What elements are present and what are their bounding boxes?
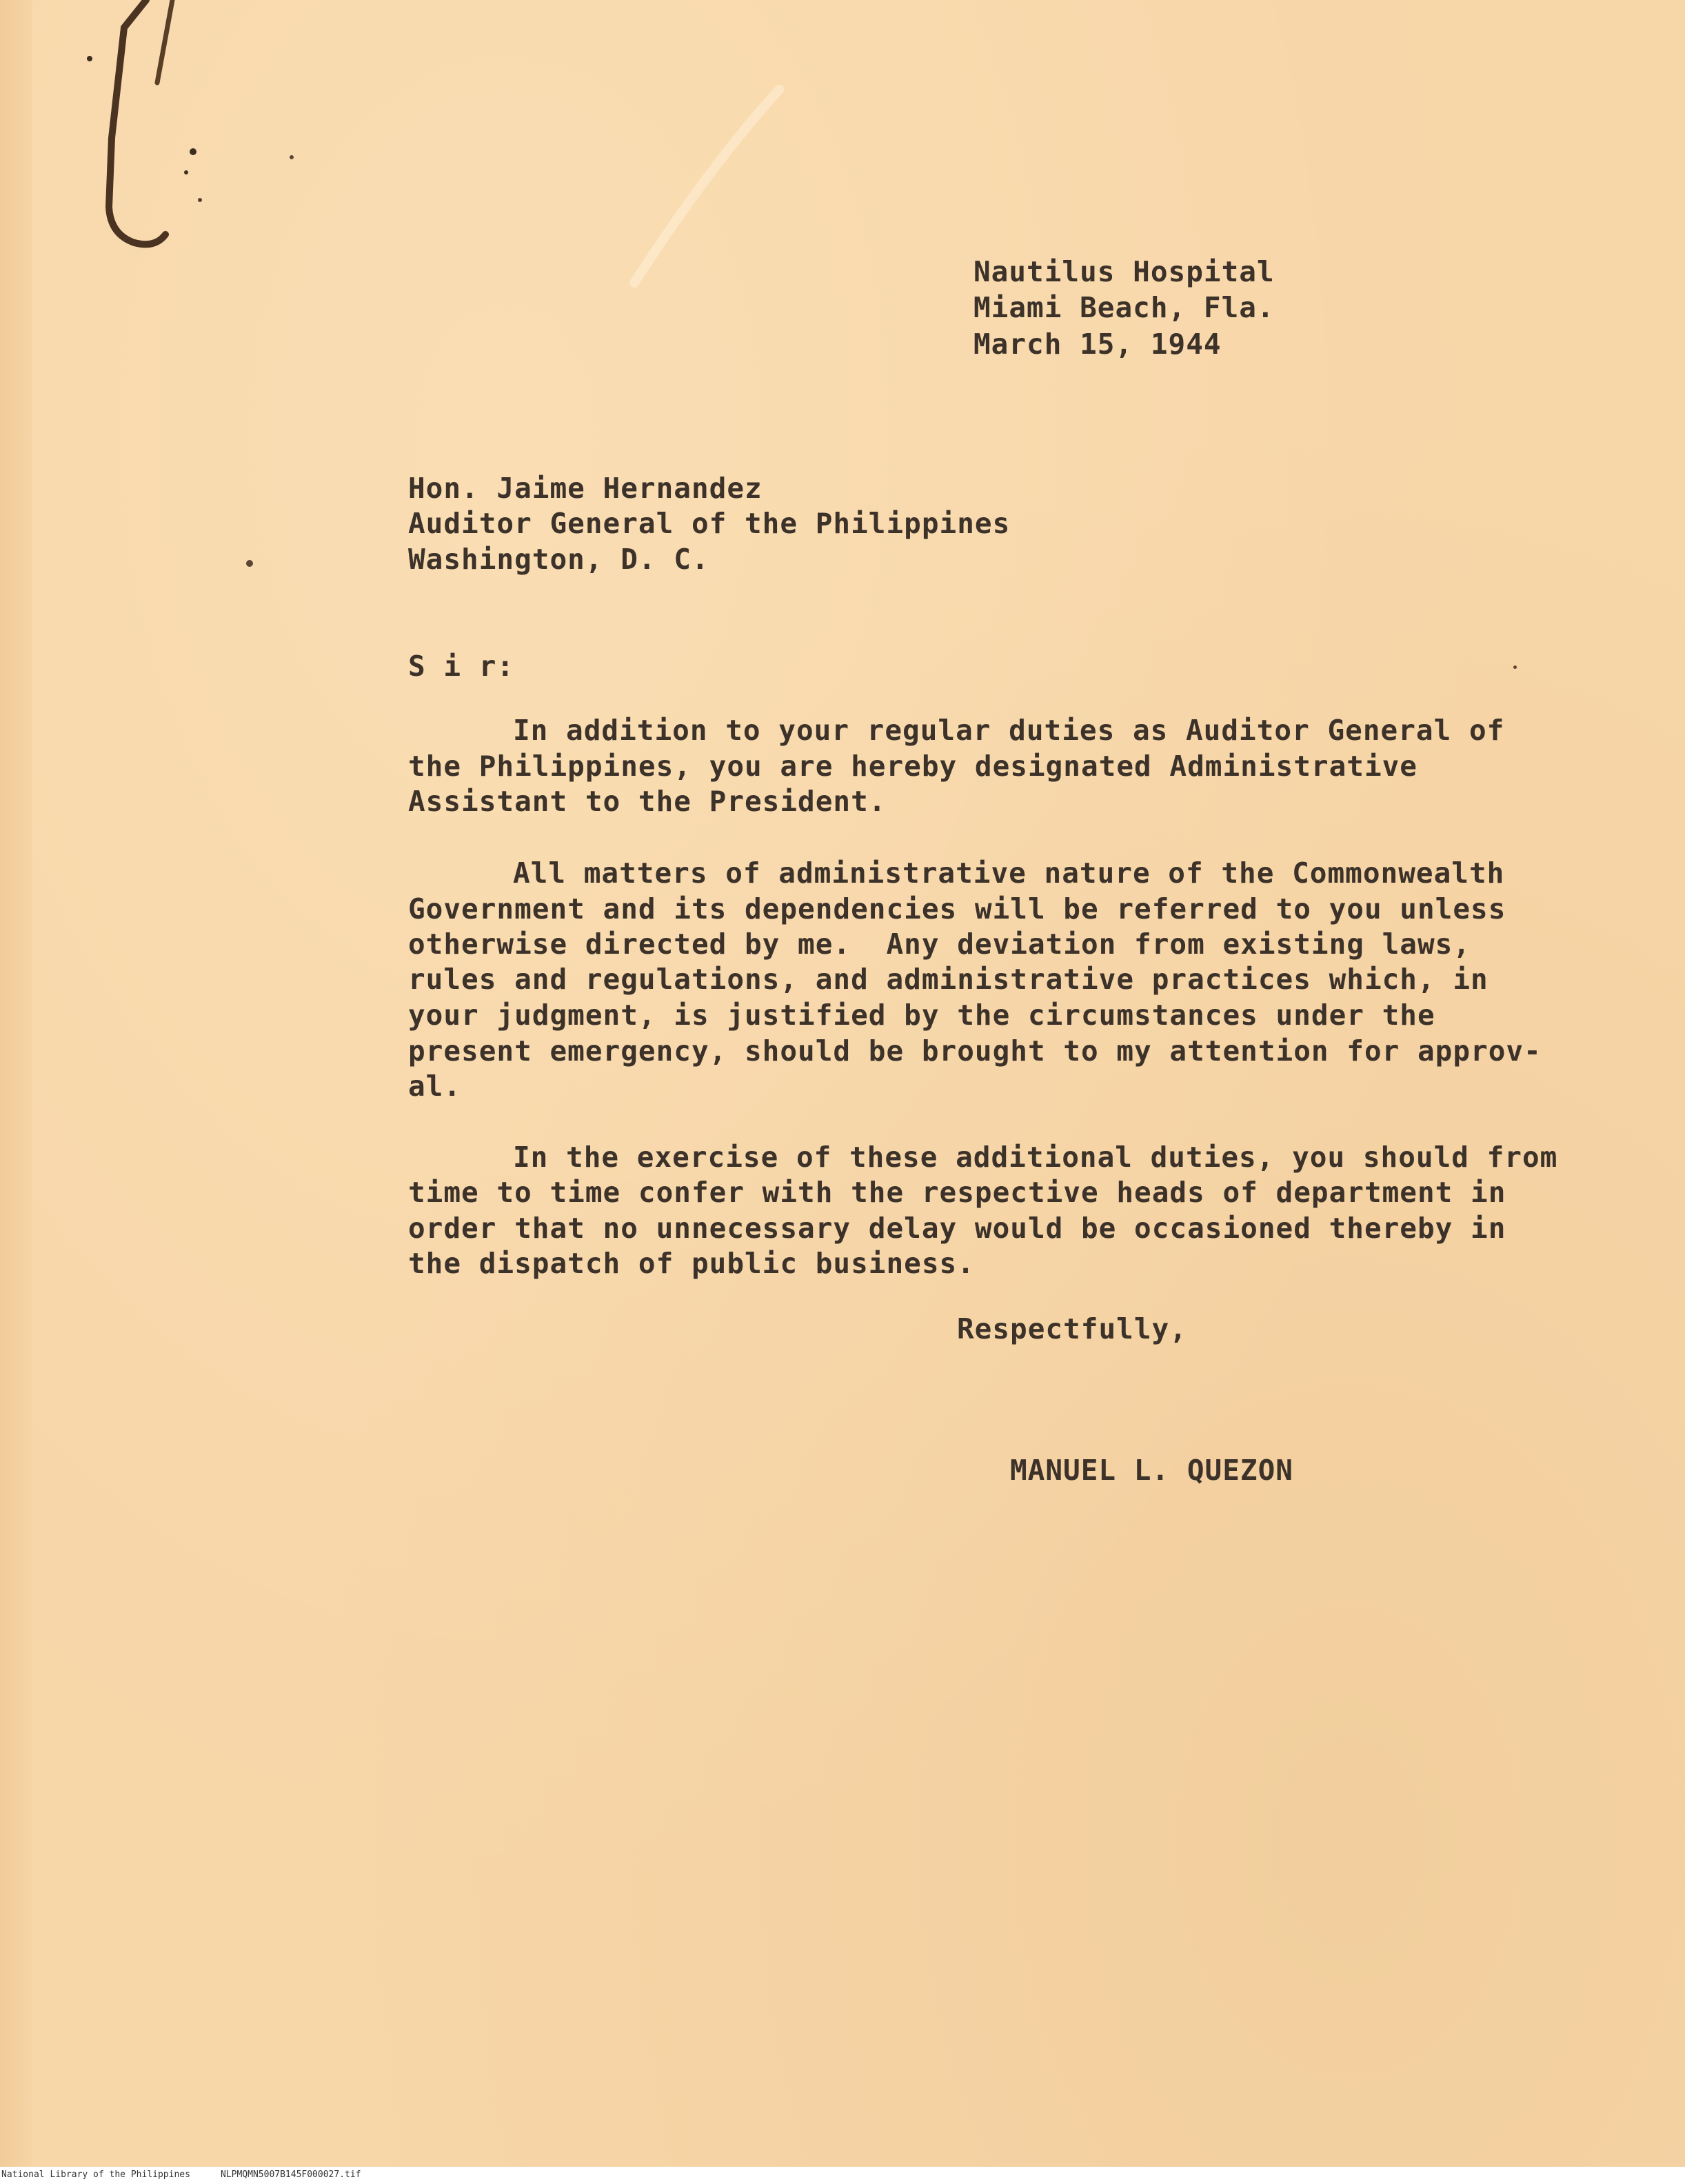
footer-institution: National Library of the Philippines — [1, 2170, 190, 2180]
recipient-title: Auditor General of the Philippines — [408, 507, 1011, 540]
paragraph-2-line: rules and regulations, and administrative practices which, in — [408, 963, 1489, 996]
paragraph-2-line: your judgment, is justified by the circumstances under the — [408, 999, 1435, 1032]
sender-name: Nautilus Hospital — [973, 255, 1275, 288]
paragraph-2-line: All matters of administrative nature of the Commonwealth — [513, 856, 1505, 890]
signature-name: MANUEL L. QUEZON — [1010, 1454, 1293, 1487]
paragraph-1-line: Assistant to the President. — [408, 785, 887, 818]
paragraph-2-line: al. — [408, 1070, 462, 1103]
paragraph-3-line: In the exercise of these additional duties, you should from — [513, 1141, 1558, 1174]
salutation: S i r: — [408, 650, 515, 683]
closing: Respectfully, — [957, 1312, 1187, 1345]
paragraph-1-line: the Philippines, you are hereby designated Administrative — [408, 750, 1417, 783]
paragraph-3-line: order that no unnecessary delay would be occasioned thereby in — [408, 1212, 1506, 1245]
letter-date: March 15, 1944 — [973, 328, 1222, 361]
paper-crease-mark — [607, 83, 800, 290]
page-left-edge — [0, 0, 32, 2167]
paragraph-2-line: otherwise directed by me. Any deviation from existing laws, — [408, 928, 1471, 961]
paragraph-2-line: present emergency, should be brought to my attention for approv- — [408, 1034, 1542, 1068]
paragraph-3-line: the dispatch of public business. — [408, 1247, 975, 1280]
paper-clip-mark-icon — [69, 0, 207, 262]
scan-footer — [0, 2167, 1685, 2184]
paragraph-2-line: Government and its dependencies will be referred to you unless — [408, 892, 1506, 925]
sender-location: Miami Beach, Fla. — [973, 291, 1275, 324]
paragraph-1-line: In addition to your regular duties as Auditor General of — [513, 714, 1505, 747]
paragraph-3-line: time to time confer with the respective heads of department in — [408, 1176, 1506, 1209]
paper-speck — [290, 155, 294, 159]
paper-speck — [1513, 665, 1517, 669]
recipient-name: Hon. Jaime Hernandez — [408, 472, 763, 505]
paper-speck — [246, 560, 253, 567]
recipient-location: Washington, D. C. — [408, 543, 709, 576]
footer-file-id: NLPMQMN5007B145F000027.tif — [221, 2170, 361, 2180]
